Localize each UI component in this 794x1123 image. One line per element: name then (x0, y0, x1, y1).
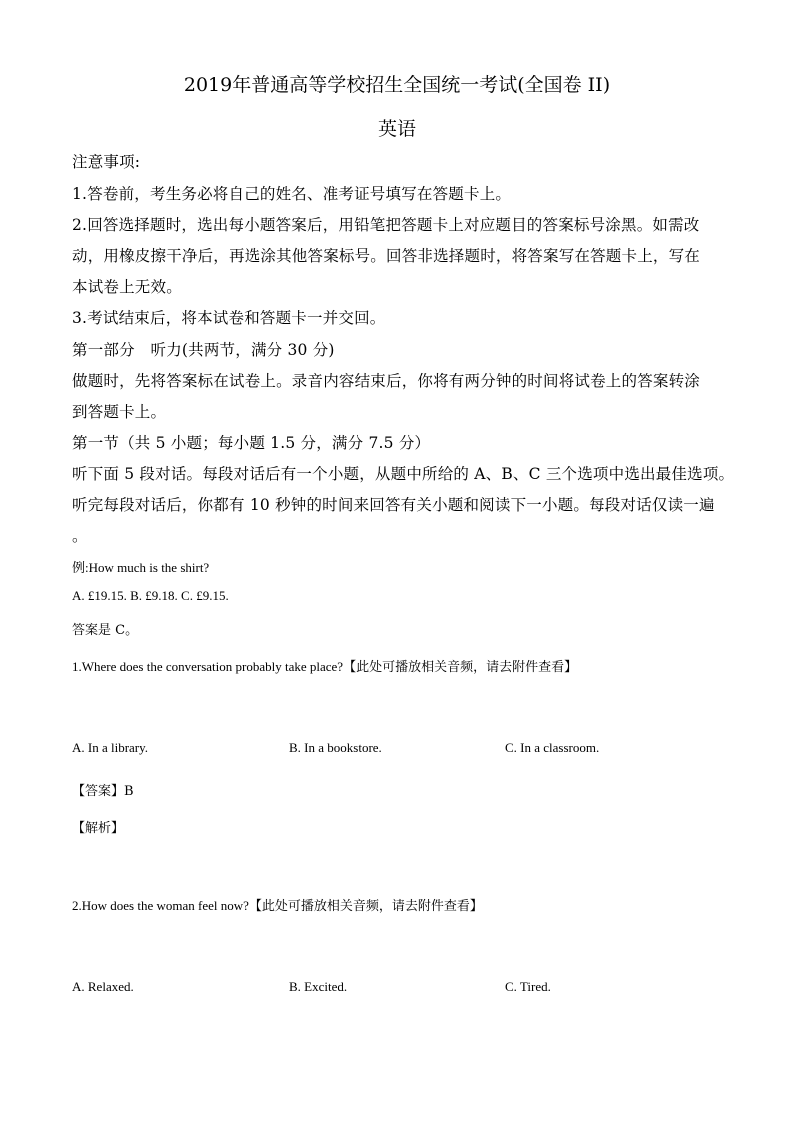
question-1-analysis: 【解析】 (72, 821, 125, 836)
notes-line-1: 1.答卷前，考生务必将自己的姓名、准考证号填写在答题卡上。 (72, 185, 512, 203)
subject-title: 英语 (377, 118, 416, 140)
question-1-stem: 1.Where does the conversation probably take place?【此处可播放相关音频，请去附件查看】 (72, 659, 578, 674)
question-2-option-b: B. Excited. (289, 979, 348, 994)
section1-heading: 第一节（共 5 小题；每小题 1.5 分，满分 7.5 分） (72, 434, 431, 452)
notes-heading: 注意事项: (72, 153, 141, 171)
section1-instruction-2: 听完每段对话后，你都有 10 秒钟的时间来回答有关小题和阅读下一小题。每段对话仅读一遍 (72, 496, 715, 514)
part1-heading: 第一部分 听力(共两节，满分 30 分) (72, 341, 335, 359)
section1-instruction-3: 。 (72, 527, 88, 545)
example-answer: 答案是 C。 (72, 623, 139, 638)
section1-instruction-1: 听下面 5 段对话。每段对话后有一个小题，从题中所给的 A、B、C 三个选项中选出最佳选项。 (72, 465, 735, 483)
exam-title: 2019年普通高等学校招生全国统一考试(全国卷 II) (183, 74, 611, 96)
question-2-option-c: C. Tired. (505, 979, 551, 994)
notes-line-2: 2.回答选择题时，选出每小题答案后，用铅笔把答题卡上对应题目的答案标号涂黑。如需改 (72, 216, 700, 234)
notes-line-3: 动，用橡皮擦干净后，再选涂其他答案标号。回答非选择题时，将答案写在答题卡上，写在 (72, 247, 701, 265)
notes-line-4: 本试卷上无效。 (72, 278, 182, 296)
example-question: 例:How much is the shirt? (72, 560, 210, 575)
question-2-option-a: A. Relaxed. (72, 979, 134, 994)
part1-instruction-2: 到答题卡上。 (72, 403, 167, 421)
question-2-stem: 2.How does the woman feel now?【此处可播放相关音频，请去附件查看】 (72, 898, 483, 913)
question-1-option-c: C. In a classroom. (505, 740, 600, 755)
notes-line-5: 3.考试结束后，将本试卷和答题卡一并交回。 (72, 309, 386, 327)
part1-instruction-1: 做题时，先将答案标在试卷上。录音内容结束后，你将有两分钟的时间将试卷上的答案转涂 (72, 372, 701, 390)
question-1-option-b: B. In a bookstore. (289, 740, 382, 755)
question-1-option-a: A. In a library. (72, 740, 149, 755)
question-1-answer: 【答案】B (72, 784, 134, 799)
example-options: A. £19.15. B. £9.18. C. £9.15. (72, 588, 229, 603)
